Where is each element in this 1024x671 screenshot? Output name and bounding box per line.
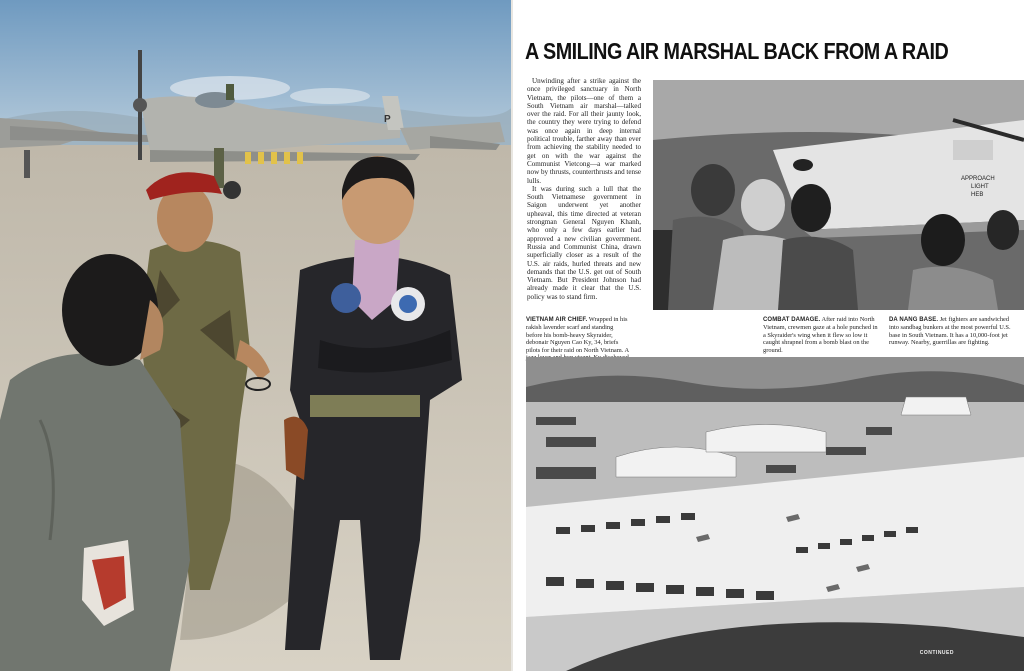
squadron-patch-left xyxy=(331,283,361,313)
caption-lead-combat-damage: COMBAT DAMAGE. xyxy=(763,317,821,323)
airbase-photo-illustration xyxy=(526,357,1024,671)
crewmen-photo-illustration xyxy=(653,80,1024,310)
wing-stencil-2: LIGHT xyxy=(971,184,989,190)
caption-da-nang-base xyxy=(889,316,1019,347)
wing-stencil-3: HEB xyxy=(971,192,984,198)
caption-lead-da-nang-base: DA NANG BASE. xyxy=(889,317,939,323)
shrapnel-hole xyxy=(793,159,813,171)
right-page xyxy=(513,0,1024,671)
holster xyxy=(284,417,308,480)
wing-stencil-1: APPROACH xyxy=(961,176,995,182)
photo-da-nang-base-aerial xyxy=(526,357,1024,671)
tail-letter: P xyxy=(384,114,391,125)
photo-crewmen-inspect-wing xyxy=(653,80,1024,310)
headline: A SMILING AIR MARSHAL BACK FROM A RAID xyxy=(525,38,949,64)
body-paragraph-1: Unwinding after a strike against the once privileged sanctuary in North Vietnam, the pilots—one of them a South Vietnam air marshal—talked over the raid. For all their jaunty look, the country they were trying to defend was once again in deep internal political trouble, farther away than ever from achieving the stability needed to get on with the war against the Communist Vietcong—a war marked now by thrusts, counterthrusts and tense lulls. xyxy=(527,77,641,185)
continued-label: CONTINUED xyxy=(919,650,954,656)
caption-combat-damage-text: After raid into North Vietnam, crewmen gaze at a hole punched in a Skyraider's wing when it flew so low it caught shrapnel from a bomb blast on the ground. xyxy=(763,316,878,354)
article-body xyxy=(527,77,641,301)
body-paragraph-2: It was during such a lull that the South Vietnamese government in Saigon underwent yet another upheaval, this time directed at veteran strongman General Nguyen Khanh, who only a few days earlier had approved a new civilian government. Russia and Communist China, drawn superficially closer as a result of the U.S. air raids, hurled threats and new demands that the U.S. get out of South Vietnam. But President Johnson had already made it clear that the U.S. policy was to stand firm. xyxy=(527,184,641,301)
caption-vietnam-air-chief-text: Wrapped in his rakish lavender scarf and standing before his bomb-heavy Skyraider, debonair Nguyen Cao Ky, 34, briefs pilots for their raid on North Vietnam. A xyxy=(526,316,629,354)
caption-combat-damage xyxy=(763,316,881,354)
belt xyxy=(310,395,420,417)
caption-lead-vietnam-air-chief: VIETNAM AIR CHIEF. xyxy=(526,317,588,323)
caption-da-nang-base-text: Jet fighters are sandwiched into sandbag bunkers at the most powerful U.S. base in South Vietnam. It has a 10,000-foot jet runway. Nearby, guerrillas are fighting. xyxy=(889,316,1011,347)
